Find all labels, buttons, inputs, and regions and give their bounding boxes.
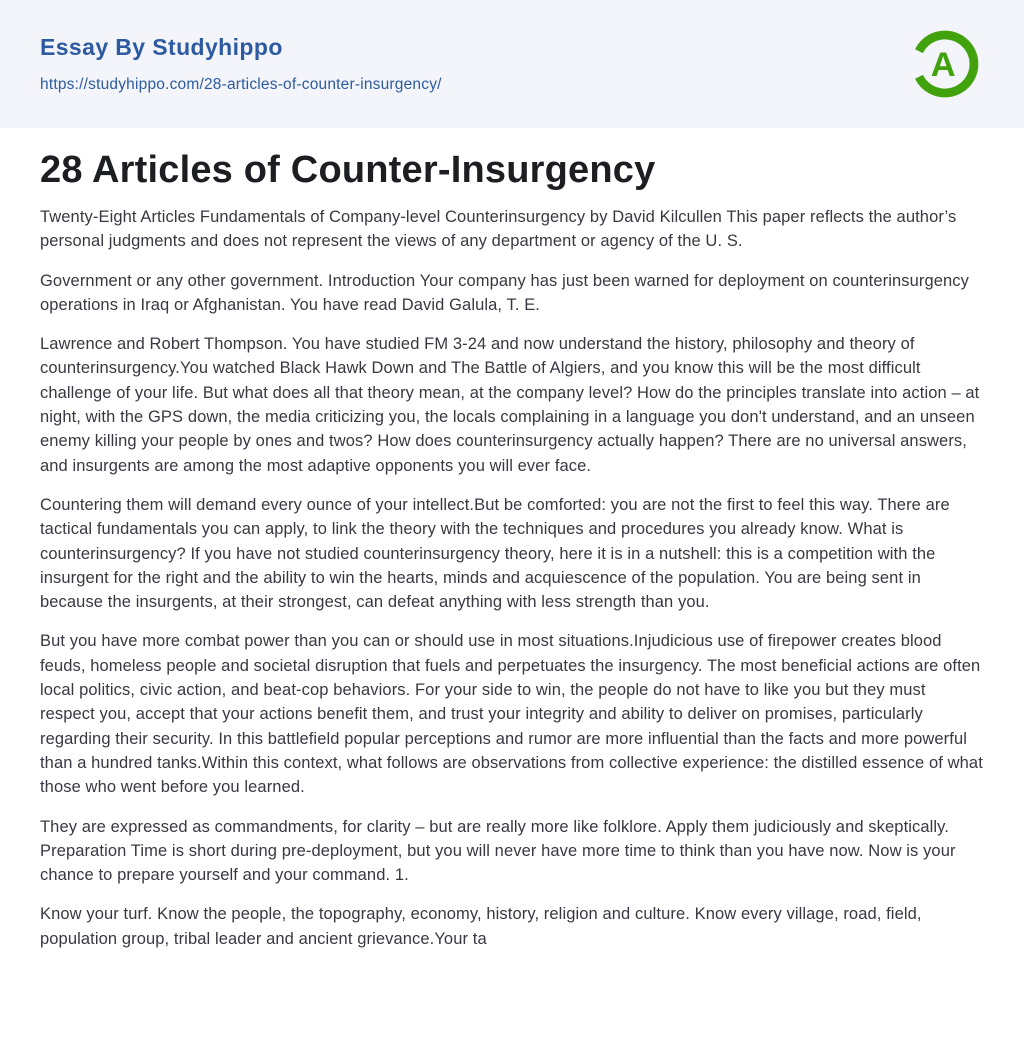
- article-title: 28 Articles of Counter-Insurgency: [40, 149, 656, 191]
- article-paragraph-5: But you have more combat power than you can or should use in most situations.Injudicious use of firepower creates blood feuds, homeless people and societal disruption that fuels and perpetuates the insurgency. The most beneficial actions are often local politics, civic action, and beat-cop behaviors. For your side to win, the people do not have to like you but they must respect you, accept that your actions benefit them, and trust your integrity and ability to deliver on promises, particularly regarding their security. In this battlefield popular perceptions and rumor are more influential than the facts and more powerful than a hundred tanks.Within this context, what follows are observations from collective experience: the distilled essence of what those who went before you learned.: [40, 632, 983, 797]
- article-paragraph-6: They are expressed as commandments, for clarity – but are really more like folklore. Apply them judiciously and skeptically. Preparation Time is short during pre-deployment, but you will never have more time to think than you have now. Now is your chance to prepare yourself and your command. 1.: [40, 817, 956, 885]
- article-paragraph-2: Government or any other government. Introduction Your company has just been warned for deployment on counterinsurgency operations in Iraq or Afghanistan. You have read David Galula, T. E.: [40, 271, 970, 314]
- article-paragraph-4: Countering them will demand every ounce of your intellect.But be comforted: you are not the first to feel this way. There are tactical fundamentals you can apply, to link the theory with the techniques and procedures you already know. What is counterinsurgency? If you have not studied counterinsurgency theory, here it is in a nutshell: this is a competition with the insurgent for the right and the ability to win the hearts, minds and acquiescence of the population. You are being sent in because the insurgents, at their strongest, can defeat anything with less strength than you.: [40, 495, 950, 612]
- article-paragraph-7: Know your turf. Know the people, the topography, economy, history, religion and culture. Know every village, road, field, population group, tribal leader and ancient grievance.Your ta: [40, 905, 922, 948]
- article-paragraph-3: Lawrence and Robert Thompson. You have studied FM 3-24 and now understand the history, philosophy and theory of counterinsurgency.You watched Black Hawk Down and The Battle of Algiers, and you know this will be the most difficult challenge of your life. But what does all that theory mean, at the company level? How do the principles translate into action – at night, with the GPS down, the media criticizing you, the locals complaining in a language you don't understand, and an unseen enemy killing your people by ones and twos? How does counterinsurgency actually happen? There are no universal answers, and insurgents are among the most adaptive opponents you will ever face.: [40, 335, 980, 475]
- article-paragraph-1: Twenty-Eight Articles Fundamentals of Company-level Counterinsurgency by David Kilcullen This paper reflects the author’s personal judgments and does not represent the views of any department or agency of the U. S.: [40, 208, 957, 251]
- header-text-block: [40, 34, 442, 94]
- page-header: [0, 0, 1024, 128]
- article-content: [0, 128, 1024, 951]
- site-title: Essay By Studyhippo: [40, 34, 283, 60]
- page-url-link[interactable]: https://studyhippo.com/28-articles-of-counter-insurgency/: [40, 76, 442, 93]
- studyhippo-logo-icon: [902, 20, 986, 108]
- logo-letter: A: [930, 46, 956, 85]
